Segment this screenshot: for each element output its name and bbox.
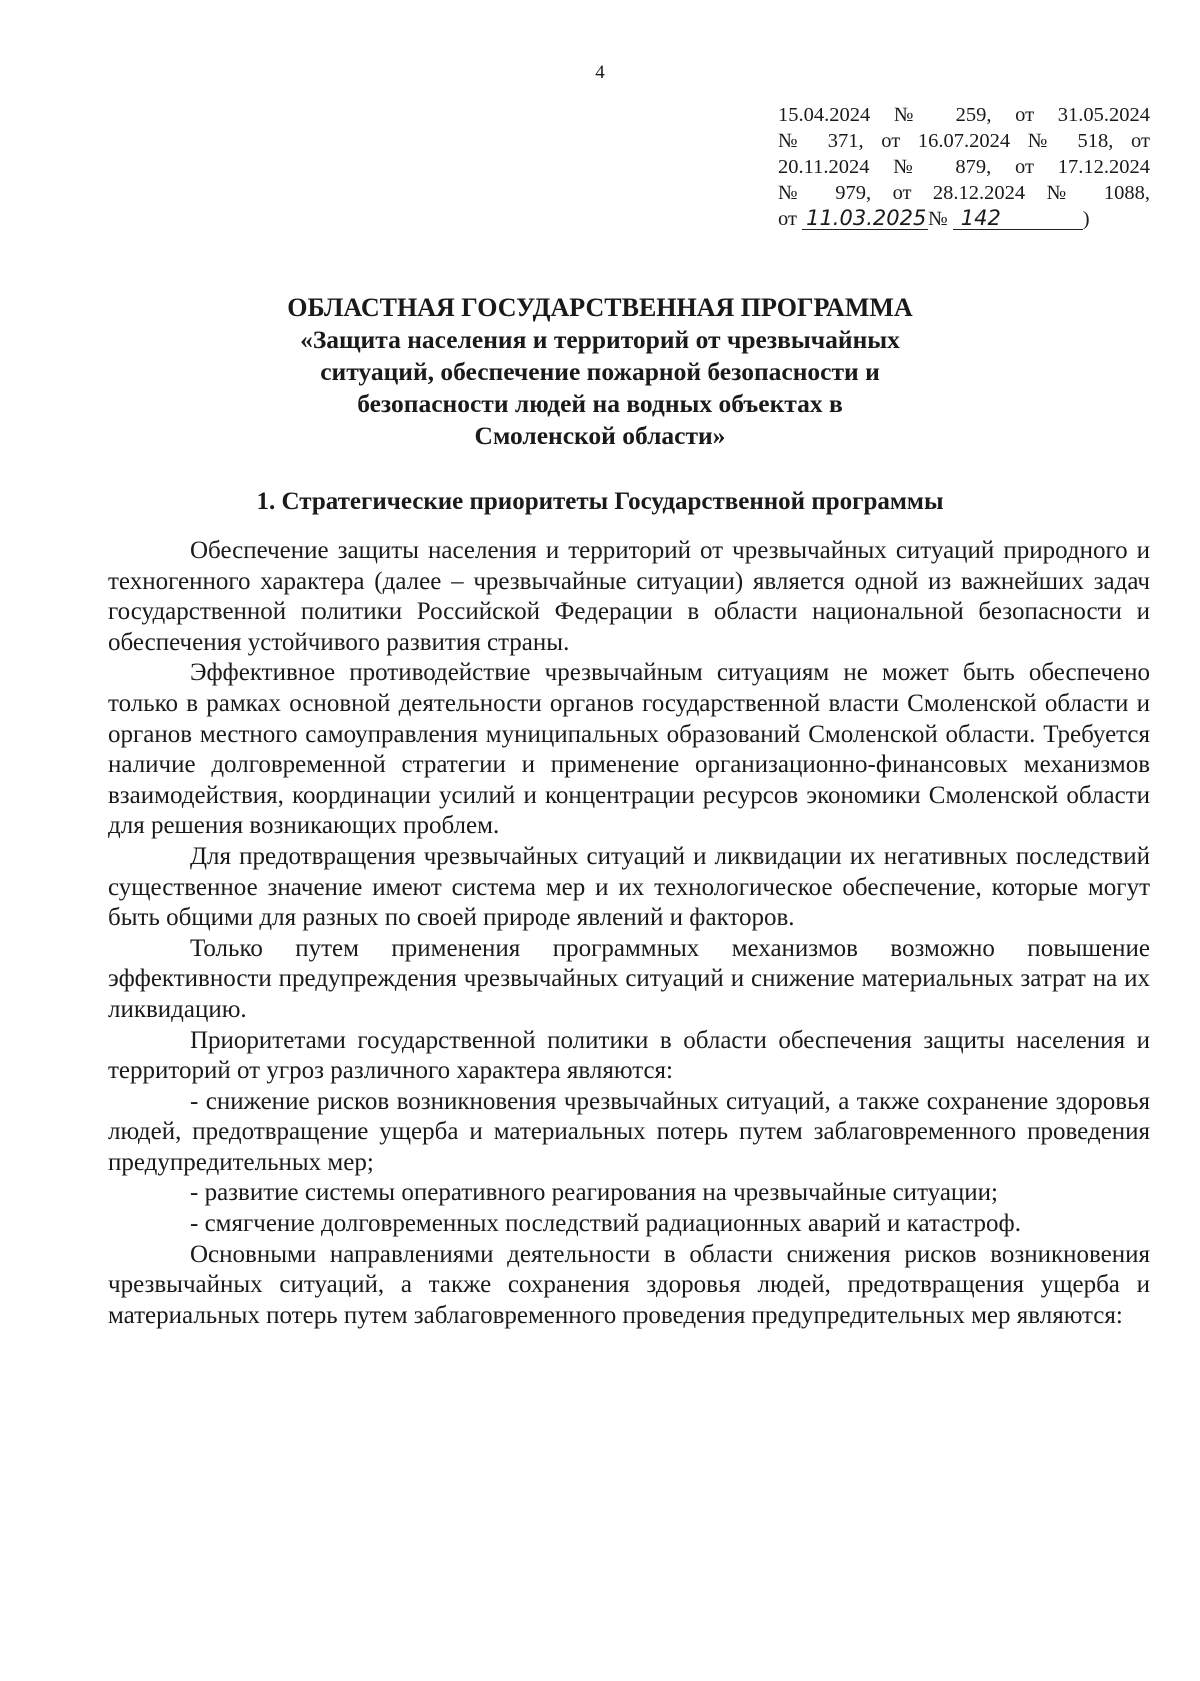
title-line: ОБЛАСТНАЯ ГОСУДАРСТВЕННАЯ ПРОГРАММА [287, 293, 913, 322]
section-heading: 1. Стратегические приоритеты Государственной программы [256, 488, 944, 515]
amendment-line: № 979, от 28.12.2024 № 1088, [778, 182, 1150, 204]
title-line: «Защита населения и территорий от чрезвычайных [300, 325, 900, 354]
body-text [108, 536, 1150, 1331]
amendment-line: № 371, от 16.07.2024 № 518, от [778, 130, 1150, 152]
title-line: безопасности людей на водных объектах в [357, 389, 843, 418]
paragraph: Эффективное противодействие чрезвычайным ситуациям не может быть обеспечено только в рамках основной деятельности органов государственной власти Смоленской области и органов местного самоуправления муниципальных образований Смоленской области. Требуется наличие долговременной стратегии и применение организационно-финансовых механизмов взаимодействия, координации усилий и концентрации ресурсов экономики Смоленской области для решения возникающих проблем. [108, 659, 1150, 840]
list-item: - снижение рисков возникновения чрезвычайных ситуаций, а также сохранение здоровья людей, предотвращение ущерба и материальных потерь путем заблаговременного проведения предупредительных мер; [108, 1087, 1150, 1176]
list-item: - развитие системы оперативного реагирования на чрезвычайные ситуации; [190, 1179, 999, 1207]
page-number: 4 [595, 62, 605, 83]
number-sign: № [928, 208, 948, 230]
amendment-handwritten-line [778, 206, 1150, 232]
amendment-prefix: от [778, 208, 797, 230]
handwritten-date: 11.03.2025 [802, 207, 928, 230]
closing-bracket: ) [1082, 208, 1090, 230]
title-line: Смоленской области» [474, 421, 726, 450]
list-item: - смягчение долговременных последствий радиационных аварий и катастроф. [190, 1210, 1022, 1238]
paragraph: Основными направлениями деятельности в области снижения рисков возникновения чрезвычайных ситуаций, а также сохранения здоровья людей, предотвращения ущерба и материальных потерь путем заблаговременного проведения предупредительных мер являются: [108, 1240, 1150, 1329]
amendment-line: 20.11.2024 № 879, от 17.12.2024 [778, 156, 1150, 178]
paragraph: Только путем применения программных механизмов возможно повышение эффективности предупреждения чрезвычайных ситуаций и снижение материальных затрат на их ликвидацию. [108, 934, 1150, 1023]
amendment-references [778, 102, 1150, 232]
program-title [0, 292, 1200, 452]
paragraph: Приоритетами государственной политики в области обеспечения защиты населения и территорий от угроз различного характера являются: [108, 1026, 1150, 1085]
title-line: ситуаций, обеспечение пожарной безопасности и [320, 357, 880, 386]
paragraph: Для предотвращения чрезвычайных ситуаций и ликвидации их негативных последствий существенное значение имеют система мер и их технологическое обеспечение, которые могут быть общими для разных по своей природе явлений и факторов. [108, 842, 1150, 932]
amendment-line: 15.04.2024 № 259, от 31.05.2024 [778, 104, 1150, 126]
handwritten-number: 142 [953, 207, 1083, 230]
paragraph: Обеспечение защиты населения и территорий от чрезвычайных ситуаций природного и техногенного характера (далее – чрезвычайные ситуации) является одной из важнейших задач государственной политики Российской Федерации в области национальной безопасности и обеспечения устойчивого развития страны. [108, 537, 1150, 656]
